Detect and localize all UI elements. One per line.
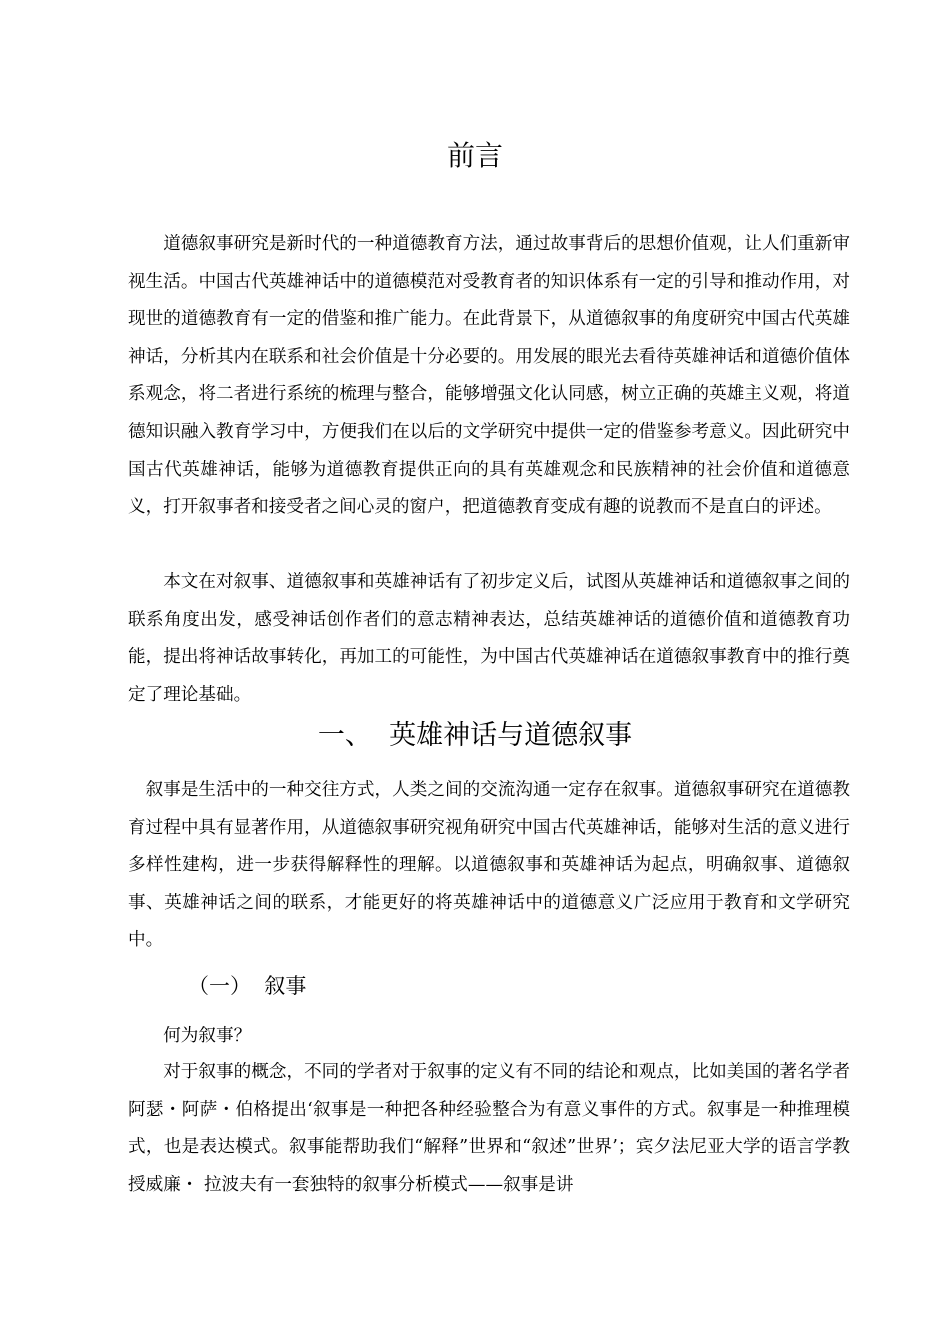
question-line: 何为叙事？ — [163, 1026, 252, 1046]
page-title: 前言 — [446, 139, 503, 172]
section-heading: 一、 英雄神话与道德叙事 — [317, 720, 633, 751]
subsection-heading: （一） 叙事 — [188, 974, 307, 998]
section-intro-paragraph: 叙事是生活中的一种交往方式，人类之间的交流沟通一定存在叙事。道德叙事研究在道德教育过程中具有显著作用，从道德叙事研究视角研究中国古代英雄神话，能够对生活的意义进行多样性建构，进一步获得解释性的理解。以道德叙事和英雄神话为起点，明确叙事、道德叙事、英雄神话之间的联系，才能更好的将英雄神话中的道德意义广泛应用于教育和文学研究中。 — [128, 780, 850, 951]
preface-paragraph-1: 道德叙事研究是新时代的一种道德教育方法，通过故事背后的思想价值观，让人们重新审视生活。中国古代英雄神话中的道德模范对受教育者的知识体系有一定的引导和推动作用，对现世的道德教育有一定的借鉴和推广能力。在此背景下，从道德叙事的角度研究中国古代英雄神话，分析其内在联系和社会价值是十分必要的。用发展的眼光去看待英雄神话和道德价值体系观念，将二者进行系统的梳理与整合，能够增强文化认同感，树立正确的英雄主义观，将道德知识融入教育学习中，方便我们在以后的文学研究中提供一定的借鉴参考意义。因此研究中国古代英雄神话，能够为道德教育提供正向的具有英雄观念和民族精神的社会价值和道德意义，打开叙事者和接受者之间心灵的窗户，把道德教育变成有趣的说教而不是直白的评述。 — [128, 234, 850, 518]
preface-paragraph-2: 本文在对叙事、道德叙事和英雄神话有了初步定义后，试图从英雄神话和道德叙事之间的联系角度出发，感受神话创作者们的意志精神表达，总结英雄神话的道德价值和道德教育功能，提出将神话故事转化，再加工的可能性，为中国古代英雄神话在道德叙事教育中的推行奠定了理论基础。 — [128, 572, 850, 705]
narrative-definition-paragraph: 对于叙事的概念，不同的学者对于叙事的定义有不同的结论和观点，比如美国的著名学者阿瑟・阿萨・伯格提出‘叙事是一种把各种经验整合为有意义事件的方式。叙事是一种推理模式，也是表达模式。叙事能帮助我们“解释”世界和“叙述”世界’；宾夕法尼亚大学的语言学教授威廉・ 拉波夫有一套独特的叙事分析模式——叙事是讲 — [128, 1062, 850, 1195]
